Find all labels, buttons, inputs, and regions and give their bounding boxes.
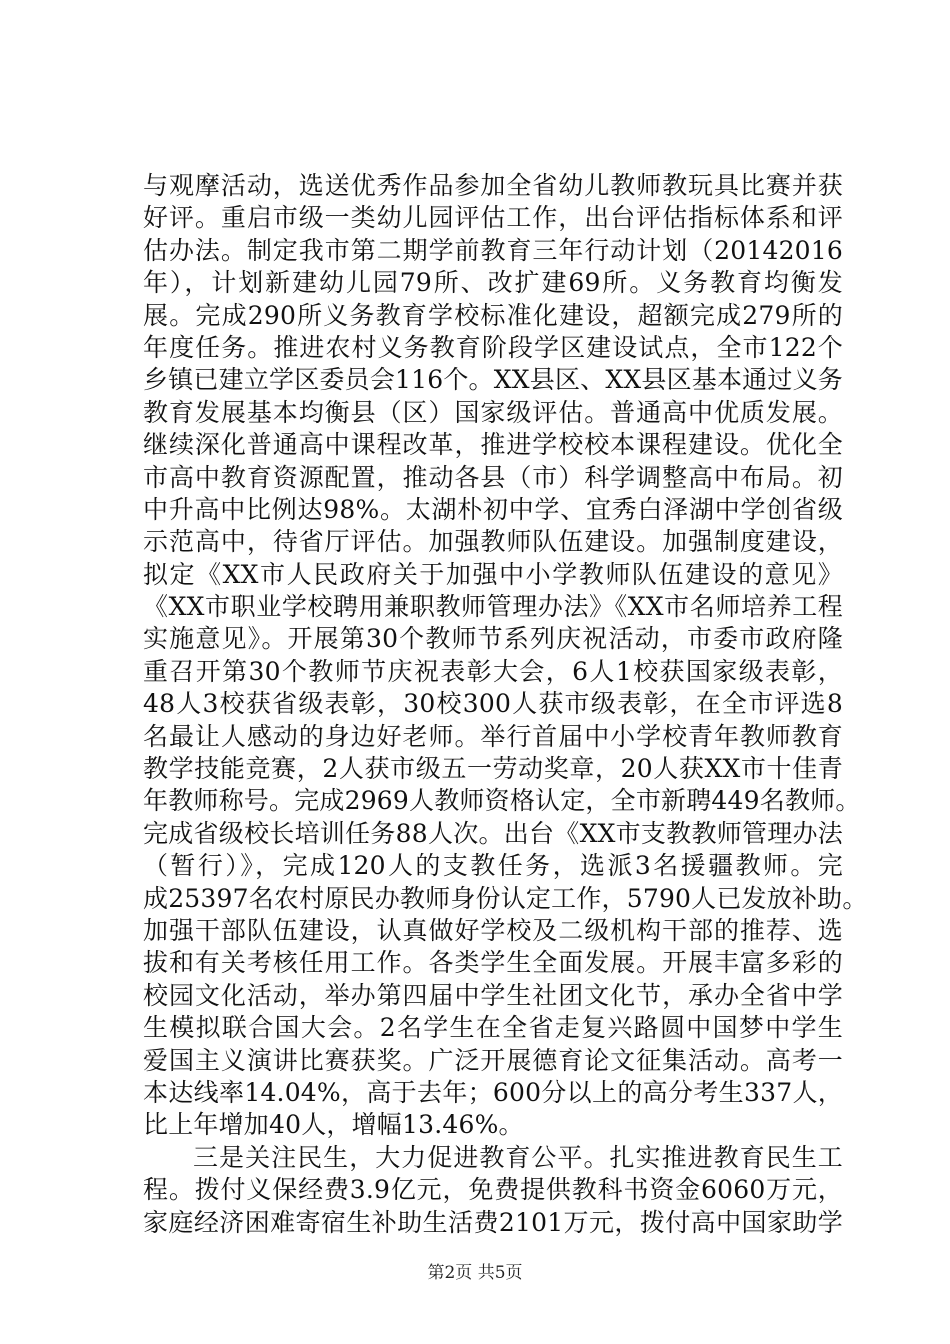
text-line: 继续深化普通高中课程改革，推进学校校本课程建设。优化全: [143, 430, 843, 460]
text-line: 教学技能竞赛，2人获市级五一劳动奖章，20人获XX市十佳青: [143, 754, 843, 784]
text-line: 年），计划新建幼儿园79所、改扩建69所。义务教育均衡发: [143, 268, 843, 298]
text-line: 三是关注民生，大力促进教育公平。扎实推进教育民生工: [193, 1142, 843, 1172]
text-line: 与观摩活动，选送优秀作品参加全省幼儿教师教玩具比赛并获: [143, 171, 843, 200]
text-line: 好评。重启市级一类幼儿园评估工作，出台评估指标体系和评: [143, 203, 843, 233]
page-number-footer: 第2页 共5页: [427, 1263, 523, 1283]
text-line: 爱国主义演讲比赛获奖。广泛开展德育论文征集活动。高考一: [143, 1045, 843, 1075]
text-line: 市高中教育资源配置，推动各县（市）科学调整高中布局。初: [143, 462, 843, 492]
text-line: 完成省级校长培训任务88人次。出台《XX市支教教师管理办法: [143, 818, 843, 848]
text-line: 成25397名农村原民办教师身份认定工作，5790人已发放补助。: [143, 883, 868, 913]
text-line: 拔和有关考核任用工作。各类学生全面发展。开展丰富多彩的: [143, 948, 843, 978]
text-line: 估办法。制定我市第二期学前教育三年行动计划（20142016: [143, 235, 843, 265]
text-line: 比上年增加40人，增幅13.46%。: [143, 1110, 524, 1140]
text-line: 本达线率14.04%，高于去年；600分以上的高分考生337人，: [143, 1077, 843, 1107]
text-line: 中升高中比例达98%。太湖朴初中学、宜秀白泽湖中学创省级: [143, 494, 843, 524]
text-line: 《XX市职业学校聘用兼职教师管理办法》《XX市名师培养工程: [143, 592, 843, 622]
text-line: 家庭经济困难寄宿生补助生活费2101万元，拨付高中国家助学: [143, 1207, 843, 1237]
text-line: 重召开第30个教师节庆祝表彰大会，6人1校获国家级表彰，: [143, 656, 843, 686]
text-line: 展。完成290所义务教育学校标准化建设，超额完成279所的: [143, 300, 843, 330]
text-line: 加强干部队伍建设，认真做好学校及二级机构干部的推荐、选: [143, 915, 843, 945]
text-line: 乡镇已建立学区委员会116个。XX县区、XX县区基本通过义务: [143, 365, 843, 395]
text-line: 48人3校获省级表彰，30校300人获市级表彰，在全市评选8: [143, 689, 843, 719]
text-line: 示范高中，待省厅评估。加强教师队伍建设。加强制度建设，: [143, 527, 843, 557]
body-text: [143, 170, 868, 1239]
text-line: 实施意见》。开展第30个教师节系列庆祝活动，市委市政府隆: [143, 624, 843, 654]
text-line: 拟定《XX市人民政府关于加强中小学教师队伍建设的意见》: [143, 559, 843, 589]
text-line: 年教师称号。完成2969人教师资格认定，全市新聘449名教师。: [143, 786, 861, 816]
text-line: 程。拨付义保经费3.9亿元，免费提供教科书资金6060万元，: [143, 1175, 843, 1205]
text-line: 年度任务。推进农村义务教育阶段学区建设试点，全市122个: [143, 332, 843, 362]
text-line: 教育发展基本均衡县（区）国家级评估。普通高中优质发展。: [143, 397, 843, 427]
text-line: 名最让人感动的身边好老师。举行首届中小学校青年教师教育: [143, 721, 843, 751]
text-line: 校园文化活动，举办第四届中学生社团文化节，承办全省中学: [143, 980, 843, 1010]
text-line: （暂行）》，完成120人的支教任务，选派3名援疆教师。完: [143, 851, 843, 881]
text-line: 生模拟联合国大会。2名学生在全省走复兴路圆中国梦中学生: [143, 1013, 843, 1043]
